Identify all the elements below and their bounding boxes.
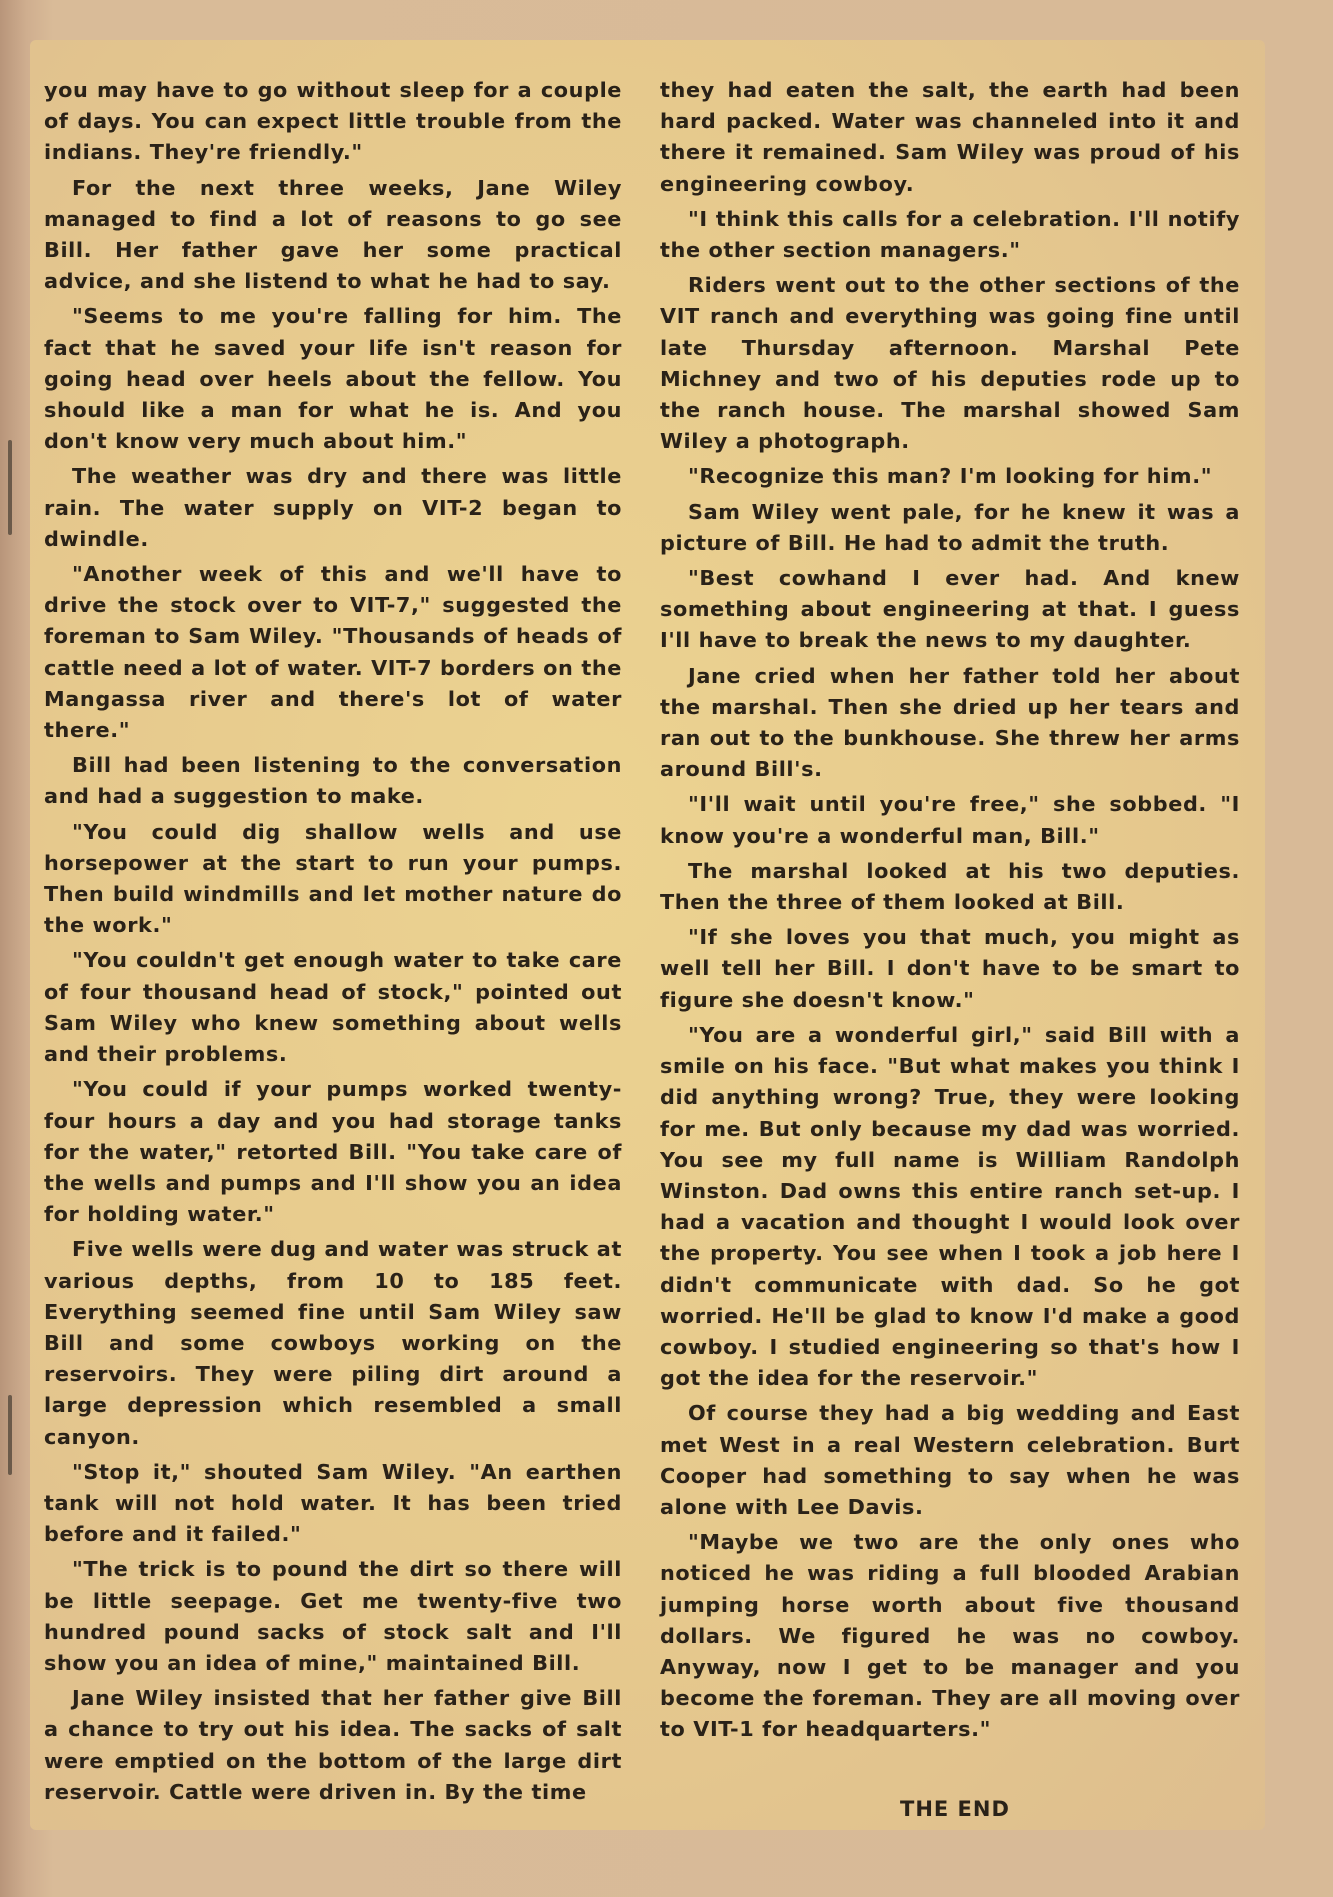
- paragraph: "You could if your pumps worked twenty-four hours a day and you had storage tanks for the water," retorted Bill. "You take care of the wells and pumps and I'll show you an idea for holding water.": [44, 1077, 622, 1227]
- paragraph: Riders went out to the other sections of the VIT ranch and everything was going fine until late Thursday afternoon. Marshal Pete Michney and two of his deputies rode up to the ranch house. The marshal showed Sam Wiley a photograph.: [660, 273, 1240, 454]
- paragraph: "Recognize this man? I'm looking for him.": [688, 464, 1213, 489]
- paragraph: they had eaten the salt, the earth had been hard packed. Water was channeled into it and there it remained. Sam Wiley was proud of his engineering cowboy.: [660, 78, 1240, 196]
- paragraph: "If she loves you that much, you might as well tell her Bill. I don't have to be smart to figure she doesn't know.": [660, 925, 1240, 1012]
- binding-mark: [8, 440, 12, 535]
- paragraph: The marshal looked at his two deputies. Then the three of them looked at Bill.: [660, 858, 1240, 915]
- paragraph: "The trick is to pound the dirt so there will be little seepage. Get me twenty-five two hundred pound sacks of stock salt and I'll show you an idea of mine," maintained Bill.: [44, 1557, 622, 1675]
- paragraph: Bill had been listening to the conversation and had a suggestion to make.: [44, 753, 622, 809]
- paragraph: "I'll wait until you're free," she sobbed. "I know you're a wonderful man, Bill.": [660, 792, 1240, 848]
- paragraph: Jane Wiley insisted that her father give Bill a chance to try out his idea. The sacks of salt were emptied on the bottom of the large dirt reservoir. Cattle were driven in. By the time: [44, 1686, 622, 1804]
- paragraph: The weather was dry and there was little rain. The water supply on VIT-2 began to dwindle.: [44, 464, 622, 551]
- paragraph: Sam Wiley went pale, for he knew it was a picture of Bill. He had to admit the truth.: [660, 499, 1240, 555]
- paragraph: Jane cried when her father told her about the marshal. Then she dried up her tears and ran out to the bunkhouse. She threw her arms around Bill's.: [660, 663, 1240, 782]
- paragraph: "You couldn't get enough water to take care of four thousand head of stock," pointed out Sam Wiley who knew something about wells and their problems.: [44, 948, 622, 1067]
- left-column: [44, 75, 622, 1812]
- the-end-label: THE END: [900, 1797, 1010, 1821]
- paragraph: "I think this calls for a celebration. I'll notify the other section managers.": [660, 206, 1240, 263]
- paragraph: "Best cowhand I ever had. And knew something about engineering at that. I guess I'll have to break the news to my daughter.: [660, 566, 1240, 653]
- paragraph: you may have to go without sleep for a couple of days. You can expect little trouble from the indians. They're friendly.": [44, 78, 622, 165]
- paragraph: "Seems to me you're falling for him. The fact that he saved your life isn't reason for going head over heels about the fellow. You should like a man for what he is. And you don't know very much about him.": [44, 304, 622, 454]
- paragraph: "Another week of this and we'll have to drive the stock over to VIT-7," suggested the foreman to Sam Wiley. "Thousands of heads of cattle need a lot of water. VIT-7 borders on the Mangassa river and there's lot of water there.": [44, 562, 622, 743]
- paragraph: Of course they had a big wedding and East met West in a real Western celebration. Burt Cooper had something to say when he was alone with Lee Davis.: [660, 1401, 1240, 1519]
- right-column: [660, 75, 1240, 1750]
- paragraph: Five wells were dug and water was struck at various depths, from 10 to 185 feet. Everything seemed fine until Sam Wiley saw Bill and some cowboys working on the reservoirs. They were piling dirt around a large depression which resembled a small canyon.: [44, 1237, 622, 1449]
- paragraph: "You are a wonderful girl," said Bill with a smile on his face. "But what makes you think I did anything wrong? True, they were looking for me. But only because my dad was worried. You see my full name is William Randolph Winston. Dad owns this entire ranch set-up. I had a vacation and thought I would look over the property. You see when I took a job here I didn't communicate with dad. So he got worried. He'll be glad to know I'd make a good cowboy. I studied engineering so that's how I got the idea for the reservoir.": [660, 1022, 1240, 1391]
- paragraph: "Stop it," shouted Sam Wiley. "An earthen tank will not hold water. It has been tried before and it failed.": [44, 1459, 622, 1547]
- paragraph: "You could dig shallow wells and use horsepower at the start to run your pumps. Then build windmills and let mother nature do the work.": [44, 819, 622, 938]
- paragraph: "Maybe we two are the only ones who noticed he was riding a full blooded Arabian jumping horse worth about five thousand dollars. We figured he was no cowboy. Anyway, now I get to be manager and you become the foreman. They are all moving over to VIT-1 for headquarters.": [660, 1530, 1240, 1742]
- binding-mark: [8, 1395, 12, 1475]
- paragraph: For the next three weeks, Jane Wiley managed to find a lot of reasons to go see Bill. Her father gave her some practical advice, and she listend to what he had to say.: [44, 175, 622, 294]
